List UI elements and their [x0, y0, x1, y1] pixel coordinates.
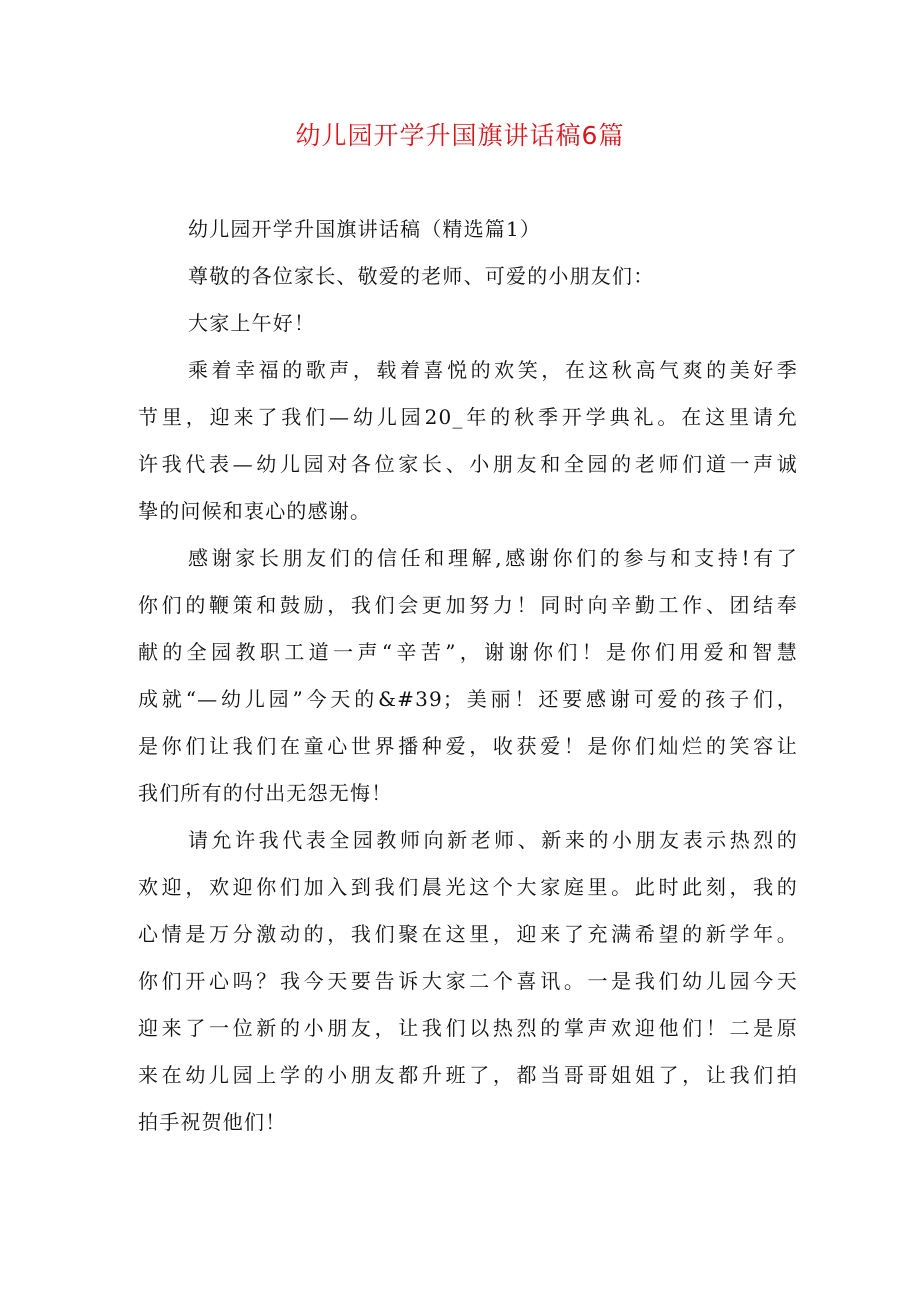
text-line: 来在幼儿园上学的小朋友都升班了，都当哥哥姐姐了，让我们拍	[138, 1063, 798, 1087]
text-line: 感谢家长朋友们的信任和理解,感谢你们的参与和支持!有了	[188, 546, 798, 570]
text-line: 节里，迎来了我们—幼儿园20_年的秋季开学典礼。在这里请允	[138, 405, 798, 429]
text-line: 成就“—幼儿园”今天的&#39；美丽！还要感谢可爱的孩子们，	[138, 687, 798, 711]
document-title: 幼儿园开学升国旗讲话稿6篇	[295, 121, 625, 150]
text-line: 挚的问候和衷心的感谢。	[138, 499, 372, 523]
text-line: 你们开心吗？我今天要告诉大家二个喜讯。一是我们幼儿园今天	[138, 969, 798, 993]
text-line: 拍手祝贺他们！	[138, 1110, 287, 1134]
text-line: 欢迎，欢迎你们加入到我们晨光这个大家庭里。此时此刻，我的	[138, 875, 798, 899]
document-body	[138, 206, 798, 1146]
text-line: 献的全园教职工道一声“辛苦”，谢谢你们！是你们用爱和智慧	[138, 640, 798, 664]
text-line: 请允许我代表全园教师向新老师、新来的小朋友表示热烈的	[188, 828, 798, 852]
text-line: 大家上午好！	[188, 311, 316, 335]
text-line: 你们的鞭策和鼓励，我们会更加努力！同时向辛勤工作、团结奉	[138, 593, 798, 617]
text-line: 许我代表—幼儿园对各位家长、小朋友和全园的老师们道一声诚	[138, 452, 798, 476]
text-line: 我们所有的付出无怨无悔！	[138, 781, 393, 805]
text-line: 乘着幸福的歌声，载着喜悦的欢笑，在这秋高气爽的美好季	[188, 358, 798, 382]
text-line: 是你们让我们在童心世界播种爱，收获爱！是你们灿烂的笑容让	[138, 734, 798, 758]
text-line: 迎来了一位新的小朋友，让我们以热烈的掌声欢迎他们！二是原	[138, 1016, 798, 1040]
text-line: 心情是万分激动的，我们聚在这里，迎来了充满希望的新学年。	[138, 922, 798, 946]
text-line: 幼儿园开学升国旗讲话稿（精选篇1）	[188, 217, 542, 241]
text-line: 尊敬的各位家长、敬爱的老师、可爱的小朋友们：	[188, 264, 655, 288]
